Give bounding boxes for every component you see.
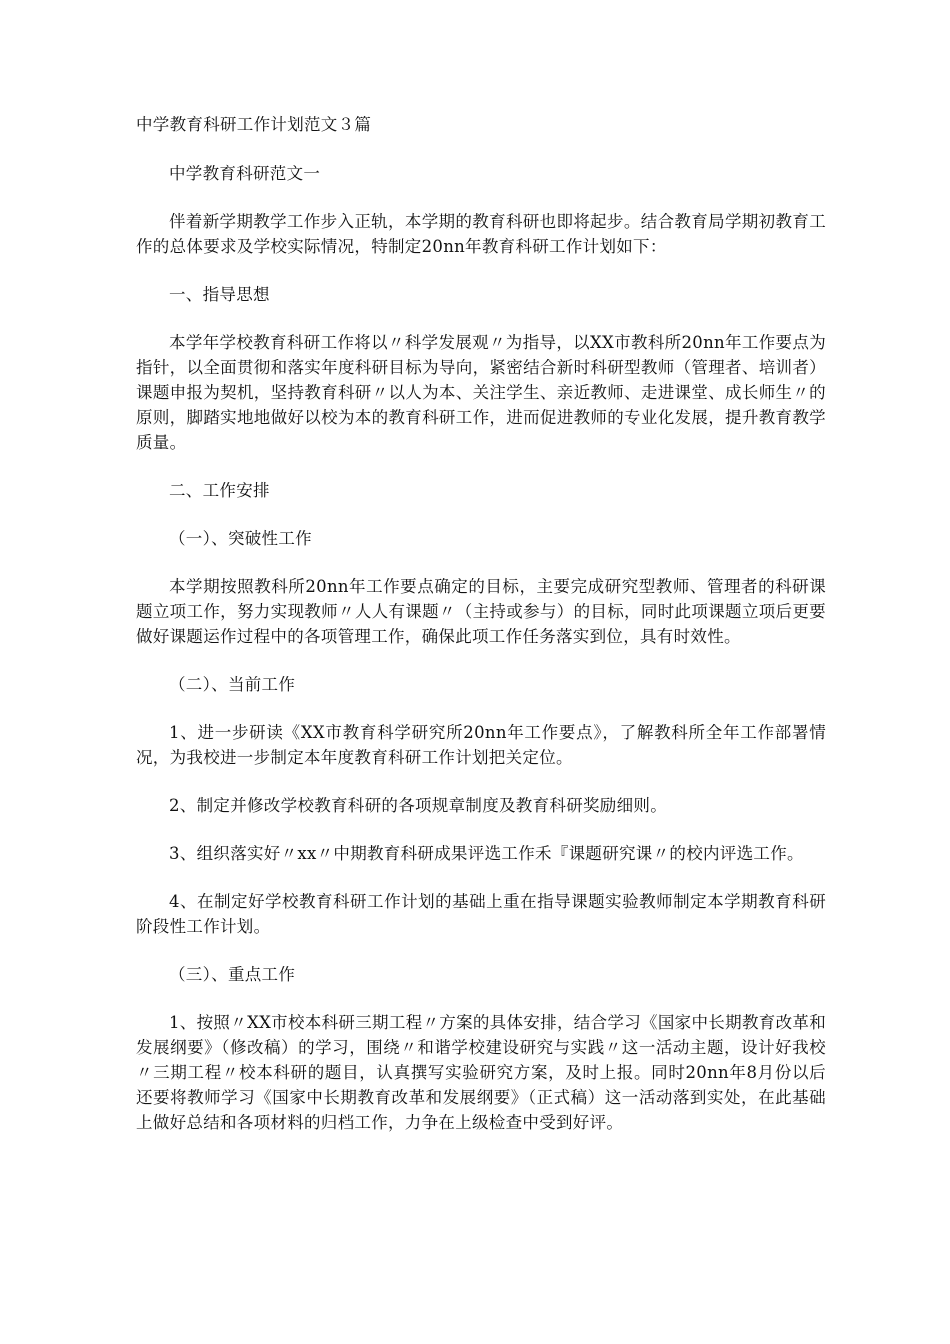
section-heading-work-arrangement: 二、工作安排 [169, 481, 270, 500]
subsection-heading-key-work: （三）、重点工作 [169, 965, 296, 984]
breakthrough-work-paragraph: 本学期按照教科所20nn年工作要点确定的目标，主要完成研究型教师、管理者的科研课题立项工作，努力实现教师〃人人有课题〃（主持或参与）的目标，同时此项课题立项后更要做好课题运作过程中的各项管理工作，确保此项工作任务落实到位，具有时效性。 [136, 577, 826, 646]
guiding-thought-paragraph: 本学年学校教育科研工作将以〃科学发展观〃为指导，以XX市教科所20nn年工作要点为指针，以全面贯彻和落实年度科研目标为导向，紧密结合新时科研型教师（管理者、培训者）课题申报为契机，坚持教育科研〃以人为本、关注学生、亲近教师、走进课堂、成长师生〃的原则，脚踏实地地做好以校为本的教育科研工作，进而促进教师的专业化发展，提升教育教学质量。 [136, 333, 826, 452]
section-heading-guiding-thought: 一、指导思想 [169, 285, 270, 304]
document-body [136, 112, 826, 1158]
document-title: 中学教育科研工作计划范文３篇 [136, 115, 372, 134]
intro-paragraph: 伴着新学期教学工作步入正轨，本学期的教育科研也即将起步。结合教育局学期初教育工作的总体要求及学校实际情况，特制定20nn年教育科研工作计划如下： [136, 212, 826, 256]
current-work-item-3: 3、组织落实好〃xx〃中期教育科研成果评选工作禾『课题研究课〃的校内评选工作。 [169, 844, 804, 863]
subsection-heading-breakthrough-work: （一）、突破性工作 [169, 529, 312, 548]
current-work-item-1: 1、进一步研读《XX市教育科学研究所20nn年工作要点》，了解教科所全年工作部署情况，为我校进一步制定本年度教育科研工作计划把关定位。 [136, 723, 826, 767]
key-work-item-1: 1、按照〃XX市校本科研三期工程〃方案的具体安排，结合学习《国家中长期教育改革和发展纲要》（修改稿）的学习，围绕〃和谐学校建设研究与实践〃这一活动主题，设计好我校〃三期工程〃校本科研的题目，认真撰写实验研究方案，及时上报。同时20nn年8月份以后还要将教师学习《国家中长期教育改革和发展纲要》（正式稿）这一活动落到实处，在此基础上做好总结和各项材料的归档工作，力争在上级检查中受到好评。 [136, 1013, 826, 1132]
document-subtitle: 中学教育科研范文一 [169, 164, 321, 183]
current-work-item-2: 2、制定并修改学校教育科研的各项规章制度及教育科研奖励细则。 [169, 796, 667, 815]
current-work-item-4: 4、在制定好学校教育科研工作计划的基础上重在指导课题实验教师制定本学期教育科研阶段性工作计划。 [136, 892, 826, 936]
subsection-heading-current-work: （二）、当前工作 [169, 675, 296, 694]
